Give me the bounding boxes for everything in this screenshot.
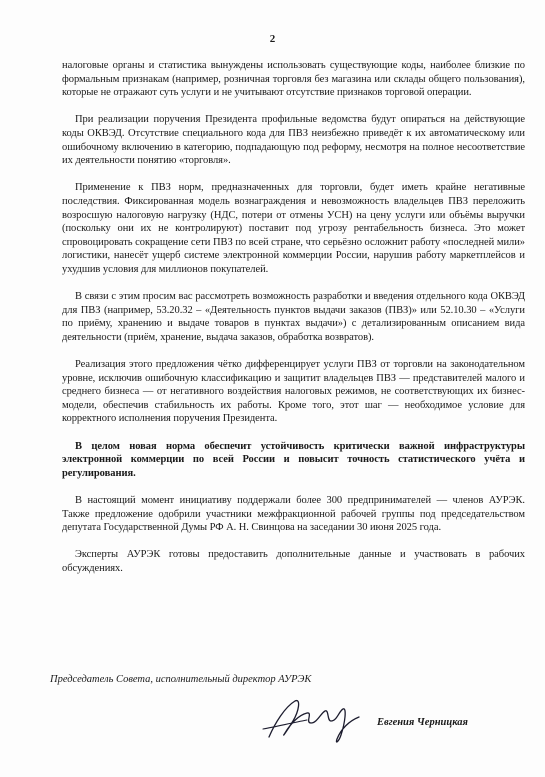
handwritten-signature [255, 693, 365, 748]
signatory-name: Евгения Черницкая [377, 717, 468, 728]
signatory-title: Председатель Совета, исполнительный директор АУРЭК [50, 674, 312, 685]
page-number: 2 [269, 33, 276, 45]
paragraph-1: налоговые органы и статистика вынуждены использовать существующие коды, наиболее близкие по формальным признакам (например, розничная торговля без магазина или склады общего пользования), которые не отражают суть услуги и не учитывают отсутствие признаков торговой операции. [62, 60, 525, 99]
paragraph-4: В связи с этим просим вас рассмотреть возможность разработки и введения отдельного кода ОКВЭД для ПВЗ (например, 53.20.32 – «Деятельность пунктов выдачи заказов (ПВЗ)» или 52.10.30 – «Услуги по приёму, хранению и выдаче товаров в пунктах выдачи») с детализированным описанием вида деятельности (приём, хранение, выдача заказов, обработка возвратов). [62, 291, 525, 343]
paragraph-6-bold: В целом новая норма обеспечит устойчивость критически важной инфраструктуры электронной коммерции по всей России и повысит точность статистического учёта и регулирования. [62, 440, 525, 479]
paragraph-2: При реализации поручения Президента профильные ведомства будут опираться на действующие коды ОКВЭД. Отсутствие специального кода для ПВЗ неизбежно приведёт к их автоматическому или ошибочному включению в категорию, подпадающую под реформу, несмотря на полное несоответствие их деятельности понятию «торговля». [62, 114, 525, 167]
paragraph-3: Применение к ПВЗ норм, предназначенных для торговли, будет иметь крайне негативные последствия. Фиксированная модель вознаграждения и невозможность владельцев ПВЗ переложить возросшую налоговую нагрузку (НДС, потери от отмены УСН) на цену услуги или объёмы выручки (поскольку они их не контролируют) поставит под угрозу рентабельность бизнеса. Это может спровоцировать сокращение сети ПВЗ по всей стране, что серьёзно осложнит работу «последней мили» логистики, нанесёт ущерб системе электронной коммерции России, нарушив работу маркетплейсов и ухудшив условия для миллионов покупателей. [62, 182, 525, 275]
paragraph-5: Реализация этого предложения чётко дифференцирует услуги ПВЗ от торговли на законодательном уровне, исключив ошибочную классификацию и защитит владельцев ПВЗ — представителей малого и среднего бизнеса — от негативного воздействия налоговых режимов, не соответствующих их бизнес-модели, обеспечив стабильность их работы. Кроме того, этот шаг — необходимое условие для корректного исполнения поручения Президента. [62, 359, 525, 425]
paragraph-7: В настоящий момент инициативу поддержали более 300 предпринимателей — членов АУРЭК. Также предложение одобрили участники межфракционной рабочей группы под председательством депутата Государственной Думы РФ А. Н. Свинцова на заседании 30 июня 2025 года. [62, 495, 525, 534]
paragraph-8: Эксперты АУРЭК готовы предоставить дополнительные данные и участвовать в рабочих обсуждениях. [62, 549, 525, 574]
letter-body [62, 59, 525, 589]
